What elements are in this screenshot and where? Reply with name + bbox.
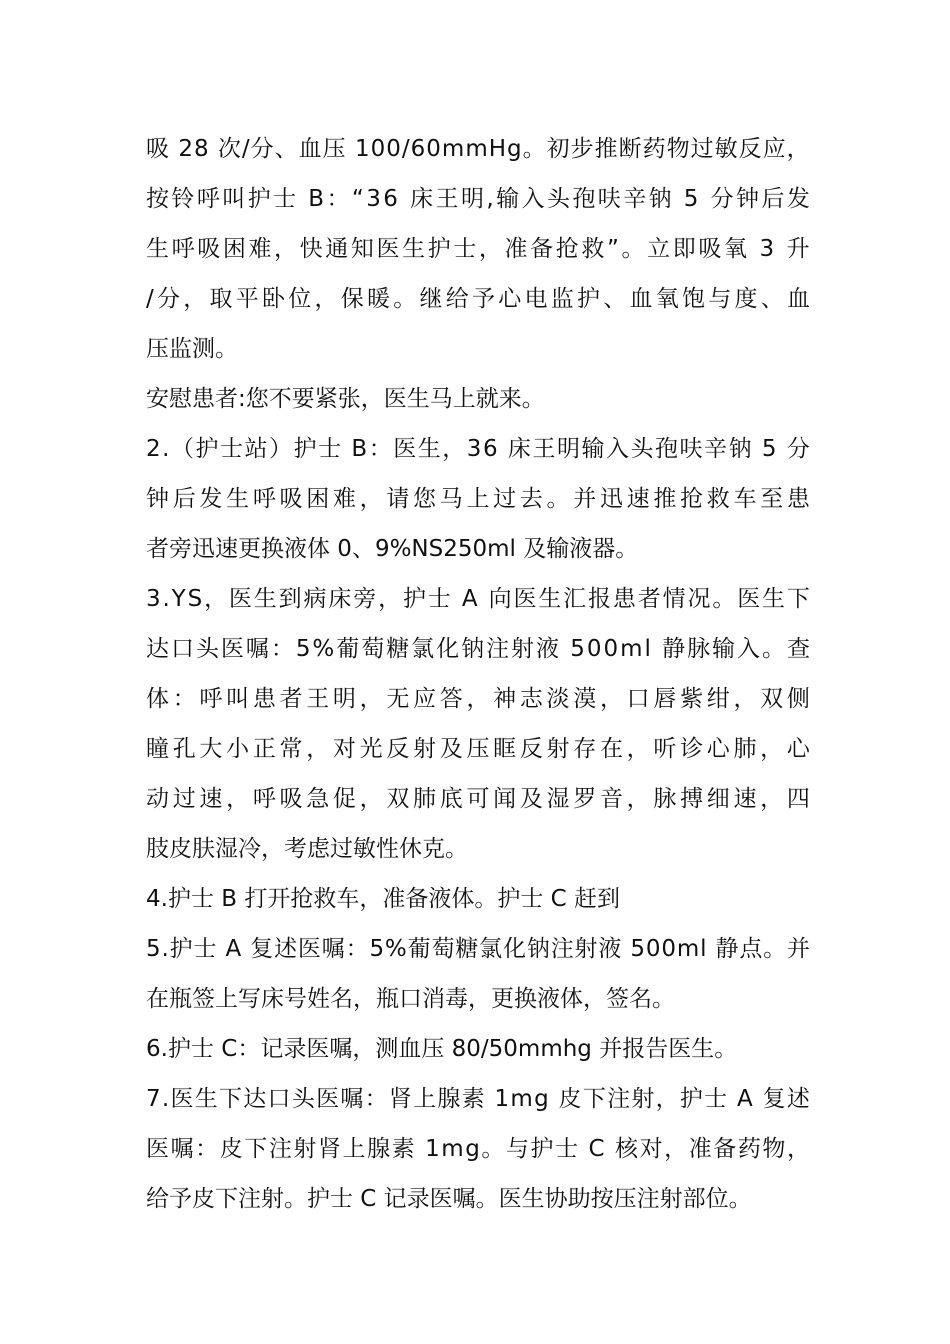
paragraph-6 <box>146 924 810 1024</box>
text-line: 3 . Y S ， 医 生 到 病 床 旁 ， 护 士 A 向 医 生 汇 报 患 者 情 况 。 医 生 下 <box>146 586 810 612</box>
paragraph-1 <box>146 124 810 374</box>
text-line: 肢皮肤湿冷，考虑过敏性休克。 <box>146 836 468 862</box>
text-line: 钟 后 发 生 呼 吸 困 难 ， 请 您 马 上 过 去 。 并 迅 速 推 抢 救 车 至 患 <box>146 486 810 512</box>
document-body <box>146 124 810 1224</box>
text-line: 医 嘱 ： 皮 下 注 射 肾 上 腺 素 1 m g 。 与 护 士 C 核 对 ， 准 备 药 物 ， <box>146 1136 810 1162</box>
text-line: 按 铃 呼 叫 护 士 B ： “ 3 6 床 王 明 , 输 入 头 孢 呋 辛 钠 5 分 钟 后 发 <box>146 186 810 212</box>
text-line: / 分 ， 取 平 卧 位 ， 保 暖 。 继 给 予 心 电 监 护 、 血 氧 饱 与 度 、 血 <box>146 286 810 312</box>
text-line: 2 . （ 护 士 站 ） 护 士 B ： 医 生 ， 3 6 床 王 明 输 入 头 孢 呋 辛 钠 5 分 <box>146 436 810 462</box>
text-line: 者旁迅速更换液体 0、9%NS250ml 及输液器。 <box>146 536 639 562</box>
text-line: 5 . 护 士 A 复 述 医 嘱 ： 5 % 葡 萄 糖 氯 化 钠 注 射 液 5 0 0 m l 静 点 。 并 <box>146 936 810 962</box>
paragraph-2 <box>146 374 810 424</box>
text-line: 瞳 孔 大 小 正 常 ， 对 光 反 射 及 压 眶 反 射 存 在 ， 听 诊 心 肺 ， 心 <box>146 736 810 762</box>
text-line: 达 口 头 医 嘱 ： 5 % 葡 萄 糖 氯 化 钠 注 射 液 5 0 0 m l 静 脉 输 入 。 查 <box>146 636 810 662</box>
text-line: 6.护士 C：记录医嘱，测血压 80/50mmhg 并报告医生。 <box>146 1036 738 1062</box>
text-line: 安慰患者:您不要紧张，医生马上就来。 <box>146 386 545 412</box>
paragraph-4 <box>146 574 810 874</box>
paragraph-8 <box>146 1074 810 1224</box>
paragraph-5 <box>146 874 810 924</box>
text-line: 压监测。 <box>146 336 238 362</box>
text-line: 动 过 速 ， 呼 吸 急 促 ， 双 肺 底 可 闻 及 湿 罗 音 ， 脉 搏 细 速 ， 四 <box>146 786 810 812</box>
text-line: 在瓶签上写床号姓名，瓶口消毒，更换液体，签名。 <box>146 986 675 1012</box>
text-line: 4.护士 B 打开抢救车，准备液体。护士 C 赶到 <box>146 886 621 912</box>
text-line: 体 ： 呼 叫 患 者 王 明 ， 无 应 答 ， 神 志 淡 漠 ， 口 唇 紫 绀 ， 双 侧 <box>146 686 810 712</box>
text-line: 7 . 医 生 下 达 口 头 医 嘱 ： 肾 上 腺 素 1 m g 皮 下 注 射 ， 护 士 A 复 述 <box>146 1086 810 1112</box>
text-line: 给予皮下注射。护士 C 记录医嘱。医生协助按压注射部位。 <box>146 1186 752 1212</box>
paragraph-3 <box>146 424 810 574</box>
text-line: 吸 2 8 次 / 分 、 血 压 1 0 0 / 6 0 m m H g 。 初 步 推 断 药 物 过 敏 反 应 ， <box>146 136 810 162</box>
paragraph-7 <box>146 1024 810 1074</box>
text-line: 生 呼 吸 困 难 ， 快 通 知 医 生 护 士 ， 准 备 抢 救 ” 。 立 即 吸 氧 3 升 <box>146 236 810 262</box>
